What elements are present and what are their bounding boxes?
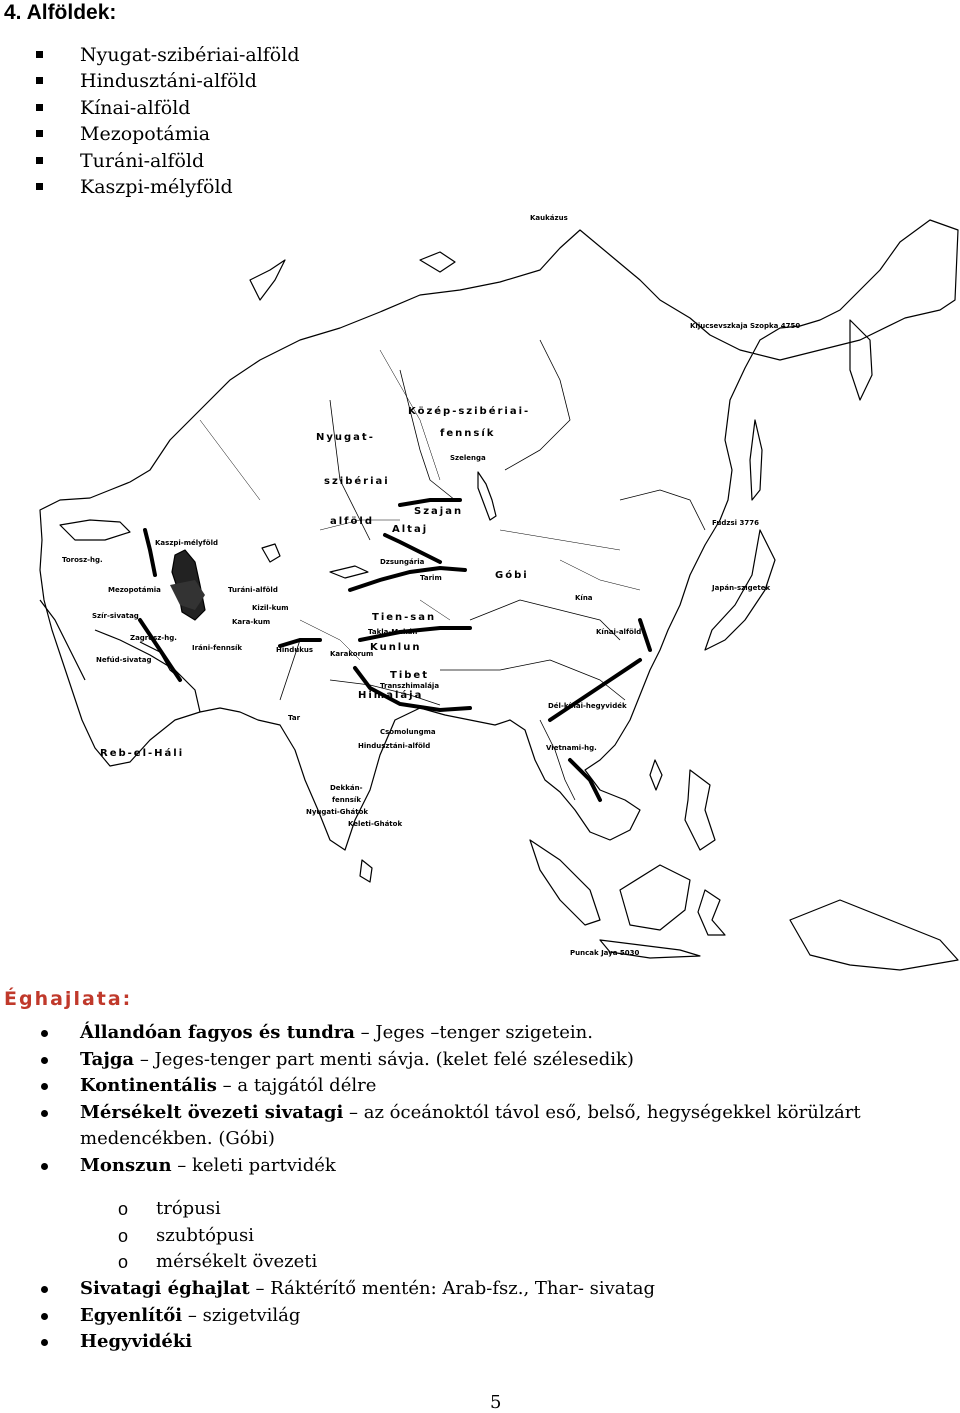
map-label: Kína	[575, 594, 593, 602]
map-label: Puncak Jaya 5030	[570, 949, 640, 957]
map-label: Nefúd-sivatag	[96, 656, 152, 664]
kamchatka	[850, 320, 872, 400]
item-text: – szigetvilág	[182, 1304, 301, 1326]
sri-lanka	[360, 860, 372, 882]
map-label: fennsík	[440, 428, 496, 439]
map-label: Tien-san	[372, 612, 437, 623]
zagrosz-range	[140, 620, 180, 680]
climate-title: Éghajlata:	[4, 988, 133, 1010]
section-heading: 4. Alföldek:	[4, 1, 117, 24]
map-label: Iráni-fennsík	[192, 644, 243, 652]
list-item	[40, 1020, 956, 1047]
sub-list-item: o trópusi	[118, 1196, 317, 1223]
list-item: Hindusztáni-alföld	[36, 68, 299, 94]
map-label: Karakorum	[330, 650, 374, 658]
map-label: Turáni-alföld	[228, 586, 278, 594]
balkhash	[330, 566, 368, 578]
map-label: Szajan	[414, 506, 464, 517]
list-item	[40, 1073, 956, 1100]
map-label: Kljucsevszkaja Szopka 4750	[690, 322, 801, 330]
map-label: Tarim	[420, 574, 442, 582]
map-label: Tibet	[390, 670, 429, 681]
severnaya-zemlya	[420, 252, 455, 272]
map-label: Hindukus	[276, 646, 314, 654]
map-label: Transzhimalája	[380, 682, 440, 690]
novaya-zemlya	[250, 260, 285, 300]
map-label: Japán-szigetek	[712, 584, 771, 592]
map-label: szibériai	[324, 476, 390, 487]
item-term: Kontinentális	[80, 1075, 217, 1096]
item-term: Állandóan fagyos és tundra	[80, 1022, 355, 1043]
list-item	[40, 1047, 956, 1074]
map-label: Kizil-kum	[252, 604, 289, 612]
black-sea	[60, 520, 130, 540]
vietnam-range	[570, 760, 600, 800]
map-label: Dekkán-	[330, 784, 363, 792]
map-label: Dzsungária	[380, 558, 425, 566]
item-term: Mérsékelt övezeti sivatagi	[80, 1101, 344, 1123]
item-term: Tajga	[80, 1048, 135, 1070]
kinai-range	[640, 620, 650, 650]
item-text: – az óceánoktól távol eső, belső, hegységekkel körülzárt medencékben. (Góbi)	[80, 1101, 861, 1149]
new-guinea	[790, 900, 958, 970]
ural-range	[145, 530, 155, 575]
sumatra	[530, 840, 600, 925]
taiwan	[650, 760, 662, 790]
item-text: – Jeges –tenger szigetein.	[354, 1022, 593, 1043]
szajan-range	[400, 500, 460, 505]
climate-list	[40, 1020, 956, 1179]
list-item	[40, 1153, 956, 1180]
map-label: Kaukázus	[530, 214, 568, 222]
map-label: Nyugati-Ghátok	[306, 808, 369, 816]
map-label: Altaj	[392, 524, 429, 535]
jangce	[440, 660, 625, 700]
item-term: Egyenlítői	[80, 1304, 183, 1326]
list-item	[40, 1303, 655, 1330]
map-label: Nyugat-	[316, 432, 375, 443]
map-label: Kaszpi-mélyföld	[155, 539, 218, 547]
map-label: Hindusztáni-alföld	[358, 742, 431, 750]
map-label: Zagrosz-hg.	[130, 634, 177, 642]
list-item: Kínai-alföld	[36, 95, 299, 121]
list-item: Nyugat-szibériai-alföld	[36, 42, 299, 68]
list-item	[40, 1276, 655, 1303]
map-label: alföld	[330, 516, 374, 527]
map-label: Fudzsi 3776	[712, 519, 759, 527]
map-label: fennsík	[332, 796, 361, 804]
map-label: Takla-Makán	[368, 628, 418, 636]
item-text: – a tajgától délre	[216, 1075, 377, 1096]
aral-sea	[262, 544, 280, 562]
baikal	[478, 472, 496, 520]
map-label: Kara-kum	[232, 618, 271, 626]
sub-list-item: o szubtópusi	[118, 1223, 317, 1250]
amur-river	[620, 490, 705, 530]
sakhalin	[750, 420, 762, 500]
map-label: Szelenga	[450, 454, 486, 462]
lena-river	[505, 340, 570, 470]
sub-list-item: o mérsékelt övezeti	[118, 1249, 317, 1276]
map-label: Reb-el-Háli	[100, 748, 185, 759]
climate-list-continued	[40, 1276, 655, 1356]
map-label: Torosz-hg.	[62, 556, 103, 564]
map-label: Tar	[288, 714, 301, 722]
dal-kinai-range	[550, 660, 640, 720]
item-text: – Ráktérítő mentén: Arab-fsz., Thar- sivatag	[249, 1278, 656, 1299]
philippines	[685, 770, 715, 850]
map-label: Dél-kínai-hegyvidék	[548, 702, 627, 710]
list-item	[40, 1329, 655, 1356]
item-text: – Jeges-tenger part menti sávja. (kelet felé szélesedik)	[134, 1048, 634, 1070]
map-label: Szír-sivatag	[92, 612, 139, 620]
monsoon-sublist	[118, 1196, 317, 1276]
map-label: Kínai-alföld	[596, 628, 642, 636]
map-label: Csomolungma	[380, 728, 436, 736]
list-item: Turáni-alföld	[36, 148, 299, 174]
asia-relief-map	[0, 200, 960, 980]
borneo	[620, 865, 690, 930]
map-label: Közép-szibériai-	[408, 406, 531, 417]
map-label: Vietnami-hg.	[546, 744, 597, 752]
map-label: Góbi	[495, 570, 529, 581]
list-item	[40, 1100, 956, 1153]
arabia-coast	[95, 630, 200, 712]
map-label: Mezopotámia	[108, 586, 161, 594]
sulawesi	[698, 890, 725, 935]
map-label: Keleti-Ghátok	[348, 820, 403, 828]
item-term: Sivatagi éghajlat	[80, 1278, 250, 1299]
item-term: Monszun	[80, 1154, 172, 1176]
item-term: Hegyvidéki	[80, 1331, 193, 1352]
list-item: Mezopotámia	[36, 121, 299, 147]
map-label: Kunlun	[370, 642, 422, 653]
map-label: Himalája	[358, 690, 424, 701]
item-text: – keleti partvidék	[171, 1154, 336, 1176]
page-number: 5	[490, 1392, 502, 1413]
lowlands-list	[36, 42, 299, 200]
list-item: Kaszpi-mélyföld	[36, 174, 299, 200]
